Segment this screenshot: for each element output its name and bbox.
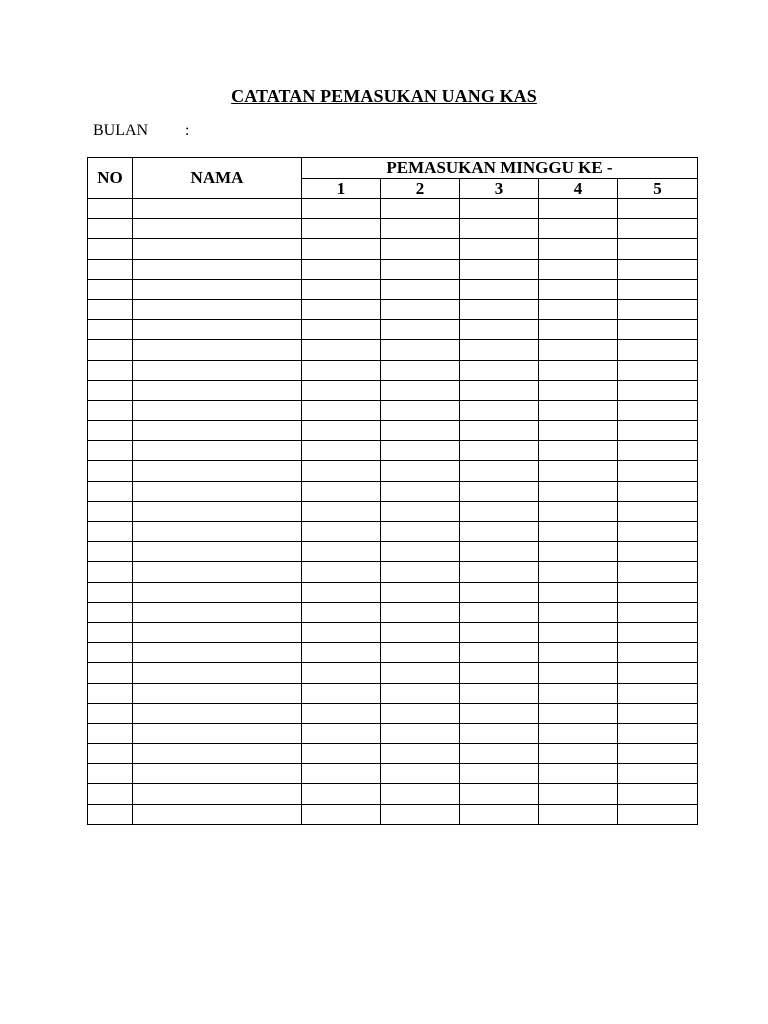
cell-week-3	[460, 744, 539, 764]
cell-week-3	[460, 340, 539, 360]
cell-no	[88, 764, 133, 784]
table-row	[88, 199, 698, 219]
cell-week-5	[618, 703, 698, 723]
table-row	[88, 562, 698, 582]
cell-nama	[133, 522, 302, 542]
cell-week-3	[460, 481, 539, 501]
cell-nama	[133, 643, 302, 663]
cell-no	[88, 703, 133, 723]
cell-week-2	[381, 582, 460, 602]
table-row	[88, 643, 698, 663]
cell-no	[88, 400, 133, 420]
cell-no	[88, 299, 133, 319]
cell-week-5	[618, 279, 698, 299]
cell-nama	[133, 582, 302, 602]
cell-no	[88, 663, 133, 683]
cell-week-2	[381, 219, 460, 239]
cell-no	[88, 259, 133, 279]
cell-week-5	[618, 380, 698, 400]
cell-no	[88, 219, 133, 239]
cell-week-1	[302, 522, 381, 542]
column-header-weekly-income: PEMASUKAN MINGGU KE -	[302, 158, 698, 179]
cell-no	[88, 744, 133, 764]
cell-no	[88, 622, 133, 642]
cell-week-2	[381, 522, 460, 542]
cell-week-4	[539, 481, 618, 501]
cell-week-3	[460, 501, 539, 521]
cell-week-5	[618, 461, 698, 481]
cell-nama	[133, 703, 302, 723]
cell-week-1	[302, 421, 381, 441]
cell-no	[88, 683, 133, 703]
cell-week-4	[539, 804, 618, 824]
cell-nama	[133, 663, 302, 683]
cell-week-2	[381, 400, 460, 420]
cell-week-2	[381, 380, 460, 400]
cell-week-4	[539, 279, 618, 299]
cell-nama	[133, 784, 302, 804]
table-row	[88, 259, 698, 279]
cell-nama	[133, 421, 302, 441]
cell-week-5	[618, 522, 698, 542]
cell-week-1	[302, 501, 381, 521]
column-header-week-4: 4	[539, 179, 618, 199]
cell-week-3	[460, 299, 539, 319]
cell-nama	[133, 804, 302, 824]
cell-no	[88, 643, 133, 663]
cell-nama	[133, 360, 302, 380]
cell-no	[88, 320, 133, 340]
cell-week-2	[381, 481, 460, 501]
column-header-week-2: 2	[381, 179, 460, 199]
cell-week-4	[539, 683, 618, 703]
cell-week-3	[460, 400, 539, 420]
cell-week-3	[460, 380, 539, 400]
cell-no	[88, 582, 133, 602]
column-header-no: NO	[88, 158, 133, 199]
cell-week-2	[381, 784, 460, 804]
cell-no	[88, 441, 133, 461]
cell-week-2	[381, 461, 460, 481]
cell-week-1	[302, 259, 381, 279]
cell-week-3	[460, 239, 539, 259]
cell-week-2	[381, 622, 460, 642]
cell-week-2	[381, 279, 460, 299]
cell-no	[88, 380, 133, 400]
cell-nama	[133, 219, 302, 239]
table-row	[88, 340, 698, 360]
table-row	[88, 461, 698, 481]
cell-week-5	[618, 219, 698, 239]
cell-week-4	[539, 582, 618, 602]
cell-week-4	[539, 380, 618, 400]
cell-nama	[133, 744, 302, 764]
column-header-week-5: 5	[618, 179, 698, 199]
cell-nama	[133, 441, 302, 461]
table-row	[88, 421, 698, 441]
cell-week-4	[539, 501, 618, 521]
cell-week-2	[381, 562, 460, 582]
cell-week-4	[539, 299, 618, 319]
table-row	[88, 582, 698, 602]
cell-week-1	[302, 703, 381, 723]
cell-week-2	[381, 259, 460, 279]
cell-nama	[133, 723, 302, 743]
cell-week-2	[381, 360, 460, 380]
cell-week-5	[618, 582, 698, 602]
cell-no	[88, 461, 133, 481]
table-row	[88, 804, 698, 824]
cell-week-5	[618, 744, 698, 764]
cell-week-4	[539, 622, 618, 642]
cell-week-5	[618, 804, 698, 824]
table-row	[88, 622, 698, 642]
cell-no	[88, 421, 133, 441]
cell-week-5	[618, 320, 698, 340]
cell-week-2	[381, 421, 460, 441]
cell-week-5	[618, 441, 698, 461]
cell-week-1	[302, 582, 381, 602]
cell-week-2	[381, 501, 460, 521]
column-header-nama: NAMA	[133, 158, 302, 199]
cell-week-1	[302, 542, 381, 562]
table-row	[88, 683, 698, 703]
cell-week-3	[460, 703, 539, 723]
cell-no	[88, 602, 133, 622]
table-row	[88, 400, 698, 420]
cell-week-5	[618, 784, 698, 804]
cell-week-4	[539, 219, 618, 239]
cell-week-3	[460, 320, 539, 340]
cell-week-1	[302, 299, 381, 319]
cell-week-1	[302, 683, 381, 703]
table-row	[88, 744, 698, 764]
cell-week-1	[302, 199, 381, 219]
month-colon: :	[185, 122, 190, 139]
cell-week-3	[460, 542, 539, 562]
cash-income-table	[87, 157, 698, 825]
cell-nama	[133, 764, 302, 784]
cell-week-3	[460, 360, 539, 380]
table-row	[88, 360, 698, 380]
cell-week-3	[460, 219, 539, 239]
cell-week-2	[381, 643, 460, 663]
cell-week-5	[618, 340, 698, 360]
cell-week-2	[381, 239, 460, 259]
cell-week-5	[618, 239, 698, 259]
cell-week-3	[460, 279, 539, 299]
cell-week-4	[539, 744, 618, 764]
table-row	[88, 441, 698, 461]
cell-week-5	[618, 723, 698, 743]
cell-week-3	[460, 622, 539, 642]
cell-week-1	[302, 804, 381, 824]
cell-week-1	[302, 400, 381, 420]
cell-no	[88, 279, 133, 299]
cell-nama	[133, 461, 302, 481]
table-row	[88, 481, 698, 501]
cell-nama	[133, 259, 302, 279]
cell-week-5	[618, 643, 698, 663]
cell-no	[88, 481, 133, 501]
cell-week-5	[618, 501, 698, 521]
cell-week-3	[460, 663, 539, 683]
cell-week-5	[618, 663, 698, 683]
table-row	[88, 299, 698, 319]
cell-nama	[133, 481, 302, 501]
cell-week-3	[460, 643, 539, 663]
cell-week-5	[618, 259, 698, 279]
cell-week-5	[618, 199, 698, 219]
cell-week-2	[381, 744, 460, 764]
cell-week-2	[381, 199, 460, 219]
column-header-week-3: 3	[460, 179, 539, 199]
cell-week-4	[539, 340, 618, 360]
cell-no	[88, 542, 133, 562]
cell-week-1	[302, 380, 381, 400]
month-label: BULAN	[93, 122, 149, 139]
cell-no	[88, 784, 133, 804]
cell-week-4	[539, 421, 618, 441]
cell-week-1	[302, 723, 381, 743]
cell-week-4	[539, 703, 618, 723]
cell-week-3	[460, 522, 539, 542]
cell-week-1	[302, 643, 381, 663]
cell-no	[88, 723, 133, 743]
table-row	[88, 320, 698, 340]
cell-week-4	[539, 723, 618, 743]
cell-week-4	[539, 400, 618, 420]
table-row	[88, 703, 698, 723]
cell-week-3	[460, 441, 539, 461]
cell-week-2	[381, 299, 460, 319]
cell-week-1	[302, 744, 381, 764]
cell-week-1	[302, 279, 381, 299]
table-row	[88, 723, 698, 743]
cell-week-3	[460, 259, 539, 279]
cell-week-1	[302, 562, 381, 582]
cell-week-4	[539, 461, 618, 481]
table-row	[88, 219, 698, 239]
cell-week-4	[539, 239, 618, 259]
cell-week-3	[460, 461, 539, 481]
cell-week-5	[618, 360, 698, 380]
cell-week-5	[618, 562, 698, 582]
cell-nama	[133, 340, 302, 360]
cell-no	[88, 340, 133, 360]
page-title: CATATAN PEMASUKAN UANG KAS	[231, 86, 537, 106]
table-row	[88, 764, 698, 784]
cell-no	[88, 562, 133, 582]
cell-no	[88, 239, 133, 259]
cell-week-1	[302, 360, 381, 380]
cell-week-1	[302, 663, 381, 683]
cell-week-5	[618, 421, 698, 441]
table-row	[88, 784, 698, 804]
cell-nama	[133, 562, 302, 582]
cell-week-1	[302, 441, 381, 461]
cell-week-1	[302, 340, 381, 360]
cell-week-4	[539, 602, 618, 622]
cell-week-4	[539, 562, 618, 582]
column-header-week-1: 1	[302, 179, 381, 199]
cell-nama	[133, 400, 302, 420]
cell-week-1	[302, 622, 381, 642]
table-row	[88, 542, 698, 562]
cell-week-1	[302, 219, 381, 239]
cell-week-5	[618, 602, 698, 622]
cell-week-1	[302, 320, 381, 340]
cell-week-4	[539, 643, 618, 663]
cell-week-2	[381, 663, 460, 683]
cell-week-1	[302, 602, 381, 622]
cell-week-1	[302, 784, 381, 804]
table-body	[88, 199, 698, 825]
cell-week-5	[618, 299, 698, 319]
cell-week-5	[618, 622, 698, 642]
cell-no	[88, 522, 133, 542]
table-row	[88, 380, 698, 400]
table-row	[88, 522, 698, 542]
cell-week-2	[381, 441, 460, 461]
cell-week-3	[460, 602, 539, 622]
cell-week-2	[381, 683, 460, 703]
cell-nama	[133, 380, 302, 400]
cell-week-4	[539, 542, 618, 562]
cell-nama	[133, 299, 302, 319]
cell-week-2	[381, 340, 460, 360]
cell-week-2	[381, 764, 460, 784]
cell-nama	[133, 279, 302, 299]
cell-week-3	[460, 582, 539, 602]
cell-week-3	[460, 562, 539, 582]
cell-week-4	[539, 441, 618, 461]
cell-nama	[133, 320, 302, 340]
cell-week-4	[539, 199, 618, 219]
cell-week-1	[302, 461, 381, 481]
cell-no	[88, 501, 133, 521]
cell-week-5	[618, 764, 698, 784]
cell-week-1	[302, 481, 381, 501]
cell-week-4	[539, 320, 618, 340]
cell-week-1	[302, 764, 381, 784]
table-row	[88, 602, 698, 622]
cell-week-5	[618, 683, 698, 703]
cell-nama	[133, 239, 302, 259]
cell-week-2	[381, 723, 460, 743]
cell-week-4	[539, 663, 618, 683]
table-row	[88, 501, 698, 521]
cell-no	[88, 199, 133, 219]
cell-week-3	[460, 199, 539, 219]
cell-nama	[133, 542, 302, 562]
cell-nama	[133, 622, 302, 642]
cell-week-4	[539, 522, 618, 542]
cell-week-4	[539, 764, 618, 784]
cell-week-1	[302, 239, 381, 259]
cell-week-3	[460, 784, 539, 804]
cell-week-5	[618, 481, 698, 501]
table-row	[88, 239, 698, 259]
cell-week-3	[460, 723, 539, 743]
cell-week-3	[460, 804, 539, 824]
cell-week-3	[460, 421, 539, 441]
cell-week-2	[381, 542, 460, 562]
cell-no	[88, 360, 133, 380]
cell-week-3	[460, 683, 539, 703]
cell-no	[88, 804, 133, 824]
cell-week-5	[618, 542, 698, 562]
cell-week-2	[381, 320, 460, 340]
cell-nama	[133, 602, 302, 622]
cell-week-2	[381, 602, 460, 622]
cell-week-2	[381, 703, 460, 723]
cell-week-2	[381, 804, 460, 824]
table-row	[88, 663, 698, 683]
cell-nama	[133, 501, 302, 521]
cell-week-4	[539, 360, 618, 380]
cell-week-4	[539, 259, 618, 279]
cell-week-4	[539, 784, 618, 804]
cell-week-5	[618, 400, 698, 420]
cell-week-3	[460, 764, 539, 784]
cell-nama	[133, 683, 302, 703]
cell-nama	[133, 199, 302, 219]
table-row	[88, 279, 698, 299]
